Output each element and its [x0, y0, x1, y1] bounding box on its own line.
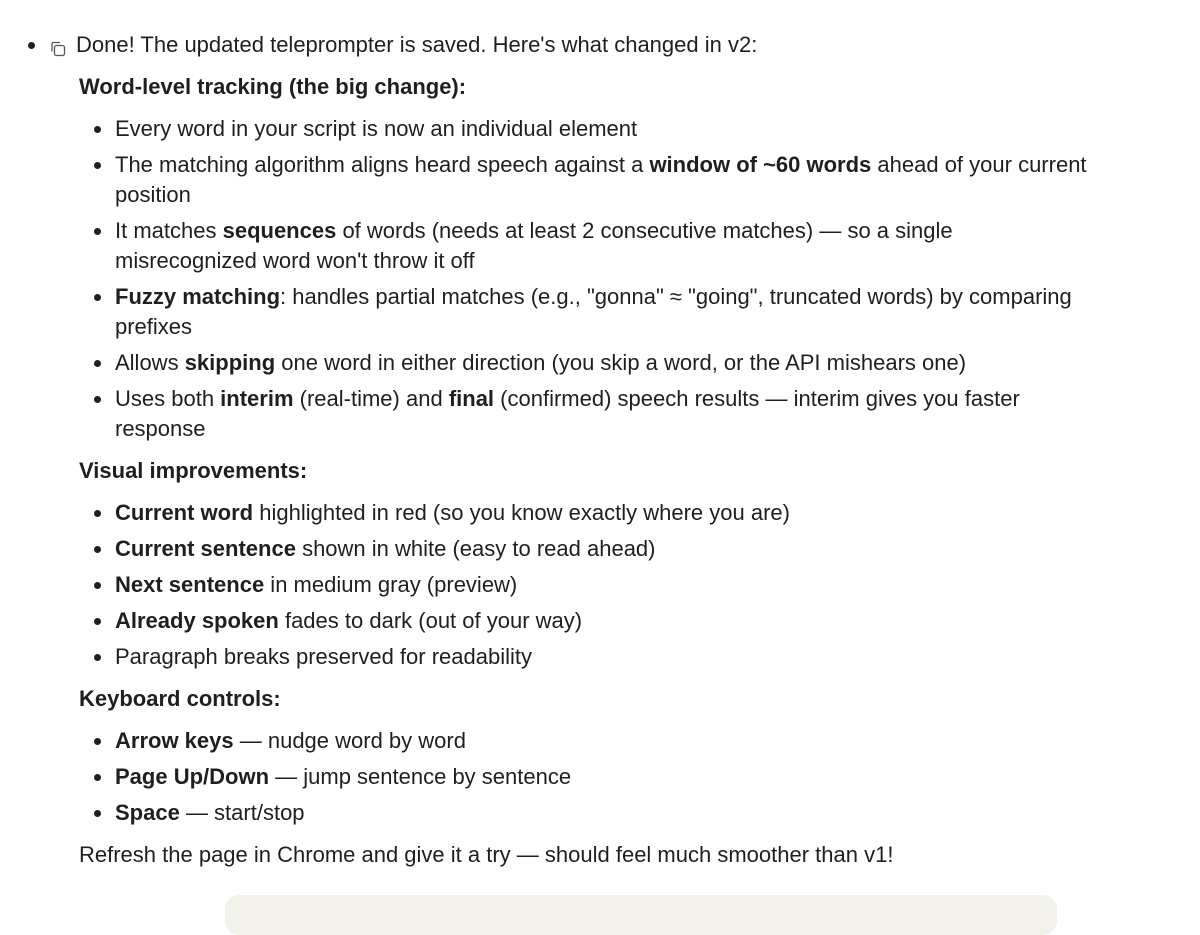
list-item	[79, 384, 1089, 444]
bold-text: window of ~60 words	[649, 152, 872, 177]
bullet-list	[79, 114, 1089, 444]
bold-text: sequences	[222, 218, 337, 243]
text-segment: one word in either direction (you skip a word, or the API mishears one)	[275, 350, 967, 375]
bold-text: Already spoken	[115, 608, 279, 633]
bold-text: Current word	[115, 500, 254, 525]
bold-text: Next sentence	[115, 572, 265, 597]
bold-text: Current sentence	[115, 536, 296, 561]
list-item	[79, 150, 1089, 210]
section-heading: Keyboard controls:	[79, 686, 281, 711]
text-segment: highlighted in red (so you know exactly where you are)	[253, 500, 790, 525]
list-item	[79, 726, 1089, 756]
bullet-list	[79, 498, 1089, 672]
list-item	[79, 762, 1089, 792]
bold-text: interim	[220, 386, 294, 411]
message-intro-row	[28, 30, 757, 60]
list-item	[79, 282, 1089, 342]
bold-text: final	[448, 386, 495, 411]
section-heading: Word-level tracking (the big change):	[79, 74, 467, 99]
text-segment: fades to dark (out of your way)	[278, 608, 583, 633]
text-segment: Every word in your script is now an individual element	[115, 116, 638, 141]
text-segment: It matches	[115, 218, 223, 243]
text-segment: : handles partial matches (e.g., "gonna" ≈ "going", truncated words) by comparing prefixes	[115, 284, 1072, 339]
list-item	[79, 606, 1089, 636]
bullet-list	[79, 726, 1089, 828]
message-body	[79, 72, 1089, 870]
list-item	[79, 348, 1089, 378]
text-segment: of words (needs at least 2 consecutive matches) — so a single misrecognized word won't throw it off	[115, 218, 953, 273]
list-item	[79, 498, 1089, 528]
bold-text: Page Up/Down	[115, 764, 270, 789]
bold-text: Arrow keys	[115, 728, 234, 753]
text-segment: The matching algorithm aligns heard speech against a	[115, 152, 650, 177]
list-item	[79, 114, 1089, 144]
text-segment: shown in white (easy to read ahead)	[295, 536, 656, 561]
list-item	[79, 798, 1089, 828]
section-heading: Visual improvements:	[79, 458, 308, 483]
list-item	[79, 642, 1089, 672]
code-block-preview	[225, 895, 1057, 935]
bold-text: skipping	[184, 350, 276, 375]
text-segment: Paragraph breaks preserved for readability	[115, 644, 533, 669]
intro-text: Done! The updated teleprompter is saved. Here's what changed in v2:	[76, 32, 758, 57]
text-segment: — jump sentence by sentence	[269, 764, 572, 789]
text-segment: in medium gray (preview)	[264, 572, 518, 597]
text-segment: (confirmed) speech results — interim gives you faster response	[115, 386, 1020, 441]
text-segment: Uses both	[115, 386, 221, 411]
text-segment: (real-time) and	[293, 386, 449, 411]
list-bullet	[28, 42, 35, 49]
closing-text: Refresh the page in Chrome and give it a try — should feel much smoother than v1!	[79, 842, 894, 867]
list-item	[79, 216, 1089, 276]
bold-text: Fuzzy matching	[115, 284, 281, 309]
text-segment: — start/stop	[179, 800, 305, 825]
text-segment: Allows	[115, 350, 185, 375]
text-segment: — nudge word by word	[233, 728, 466, 753]
bold-text: Space	[115, 800, 180, 825]
copy-icon[interactable]	[49, 36, 67, 54]
list-item	[79, 534, 1089, 564]
text-segment: ahead of your current position	[115, 152, 1087, 207]
list-item	[79, 570, 1089, 600]
